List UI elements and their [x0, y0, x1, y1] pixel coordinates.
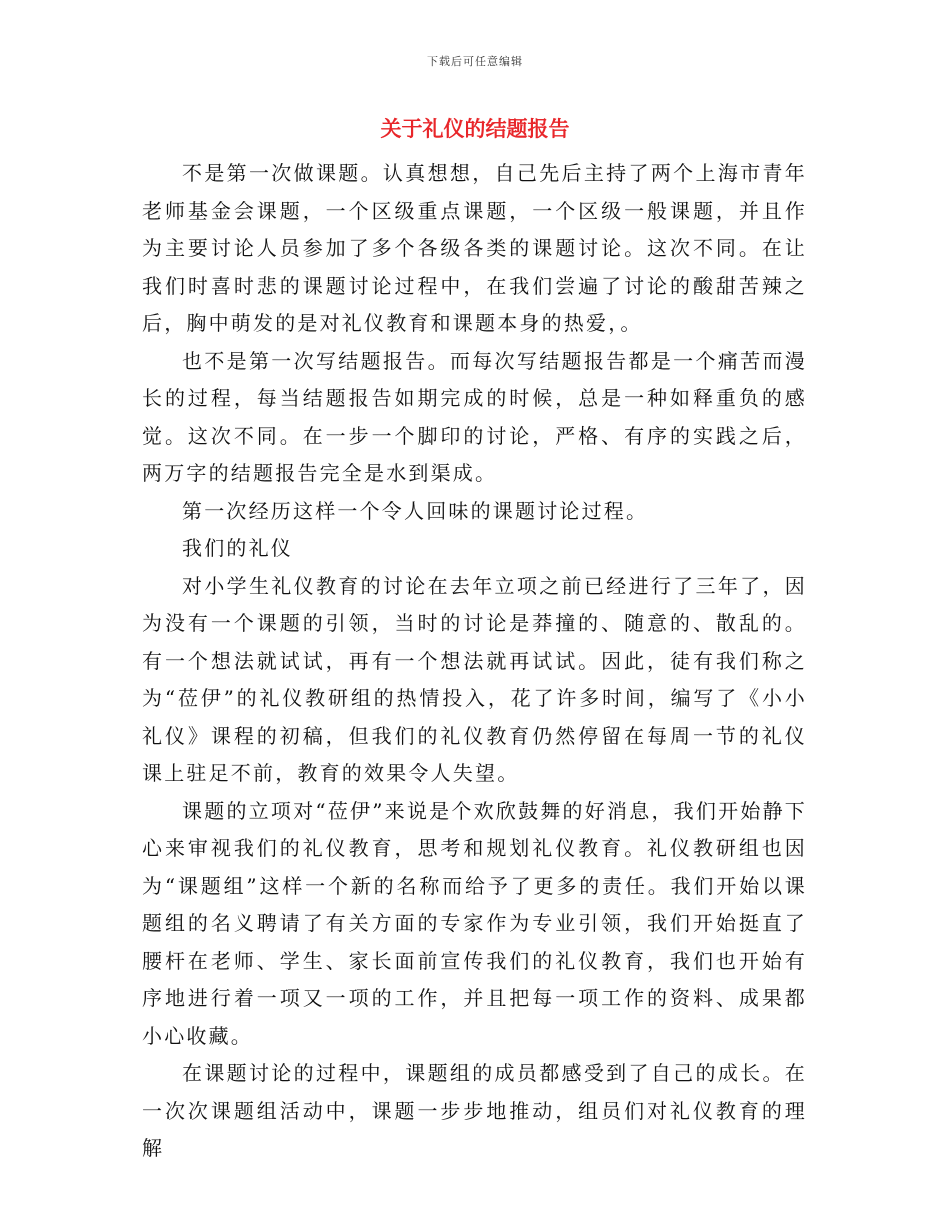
paragraph-1: 不是第一次做课题。认真想想，自己先后主持了两个上海市青年老师基金会课题，一个区级重点课题，一个区级一般课题，并且作为主要讨论人员参加了多个各级各类的课题讨论。这次不同。在让我们时喜时悲的课题讨论过程中，在我们尝遍了讨论的酸甜苦辣之后，胸中萌发的是对礼仪教育和课题本身的热爱，。 — [142, 161, 807, 335]
document-title: 关于礼仪的结题报告 — [380, 117, 570, 141]
section-heading: 我们的礼仪 — [182, 536, 293, 560]
document-body — [142, 155, 807, 1168]
paragraph-6: 在课题讨论的过程中，课题组的成员都感受到了自己的成长。在一次次课题组活动中，课题一步步地推动，组员们对礼仪教育的理解 — [142, 1061, 807, 1160]
paragraph-5: 课题的立项对“莅伊”来说是个欢欣鼓舞的好消息，我们开始静下心来审视我们的礼仪教育，思考和规划礼仪教育。礼仪教研组也因为“课题组”这样一个新的名称而给予了更多的责任。我们开始以课题组的名义聘请了有关方面的专家作为专业引领，我们开始挺直了腰杆在老师、学生、家长面前宣传我们的礼仪教育，我们也开始有序地进行着一项又一项的工作，并且把每一项工作的资料、成果都小心收藏。 — [142, 798, 807, 1048]
paragraph-2: 也不是第一次写结题报告。而每次写结题报告都是一个痛苦而漫长的过程，每当结题报告如期完成的时候，总是一种如释重负的感觉。这次不同。在一步一个脚印的讨论，严格、有序的实践之后，两万字的结题报告完全是水到渠成。 — [142, 348, 807, 485]
header-note: 下载后可任意编辑 — [427, 55, 523, 68]
paragraph-4: 对小学生礼仪教育的讨论在去年立项之前已经进行了三年了，因为没有一个课题的引领，当时的讨论是莽撞的、随意的、散乱的。有一个想法就试试，再有一个想法就再试试。因此，徒有我们称之为“莅伊”的礼仪教研组的热情投入，花了许多时间，编写了《小小礼仪》课程的初稿，但我们的礼仪教育仍然停留在每周一节的礼仪课上驻足不前，教育的效果令人失望。 — [142, 573, 807, 785]
paragraph-3: 第一次经历这样一个令人回味的课题讨论过程。 — [182, 498, 649, 523]
